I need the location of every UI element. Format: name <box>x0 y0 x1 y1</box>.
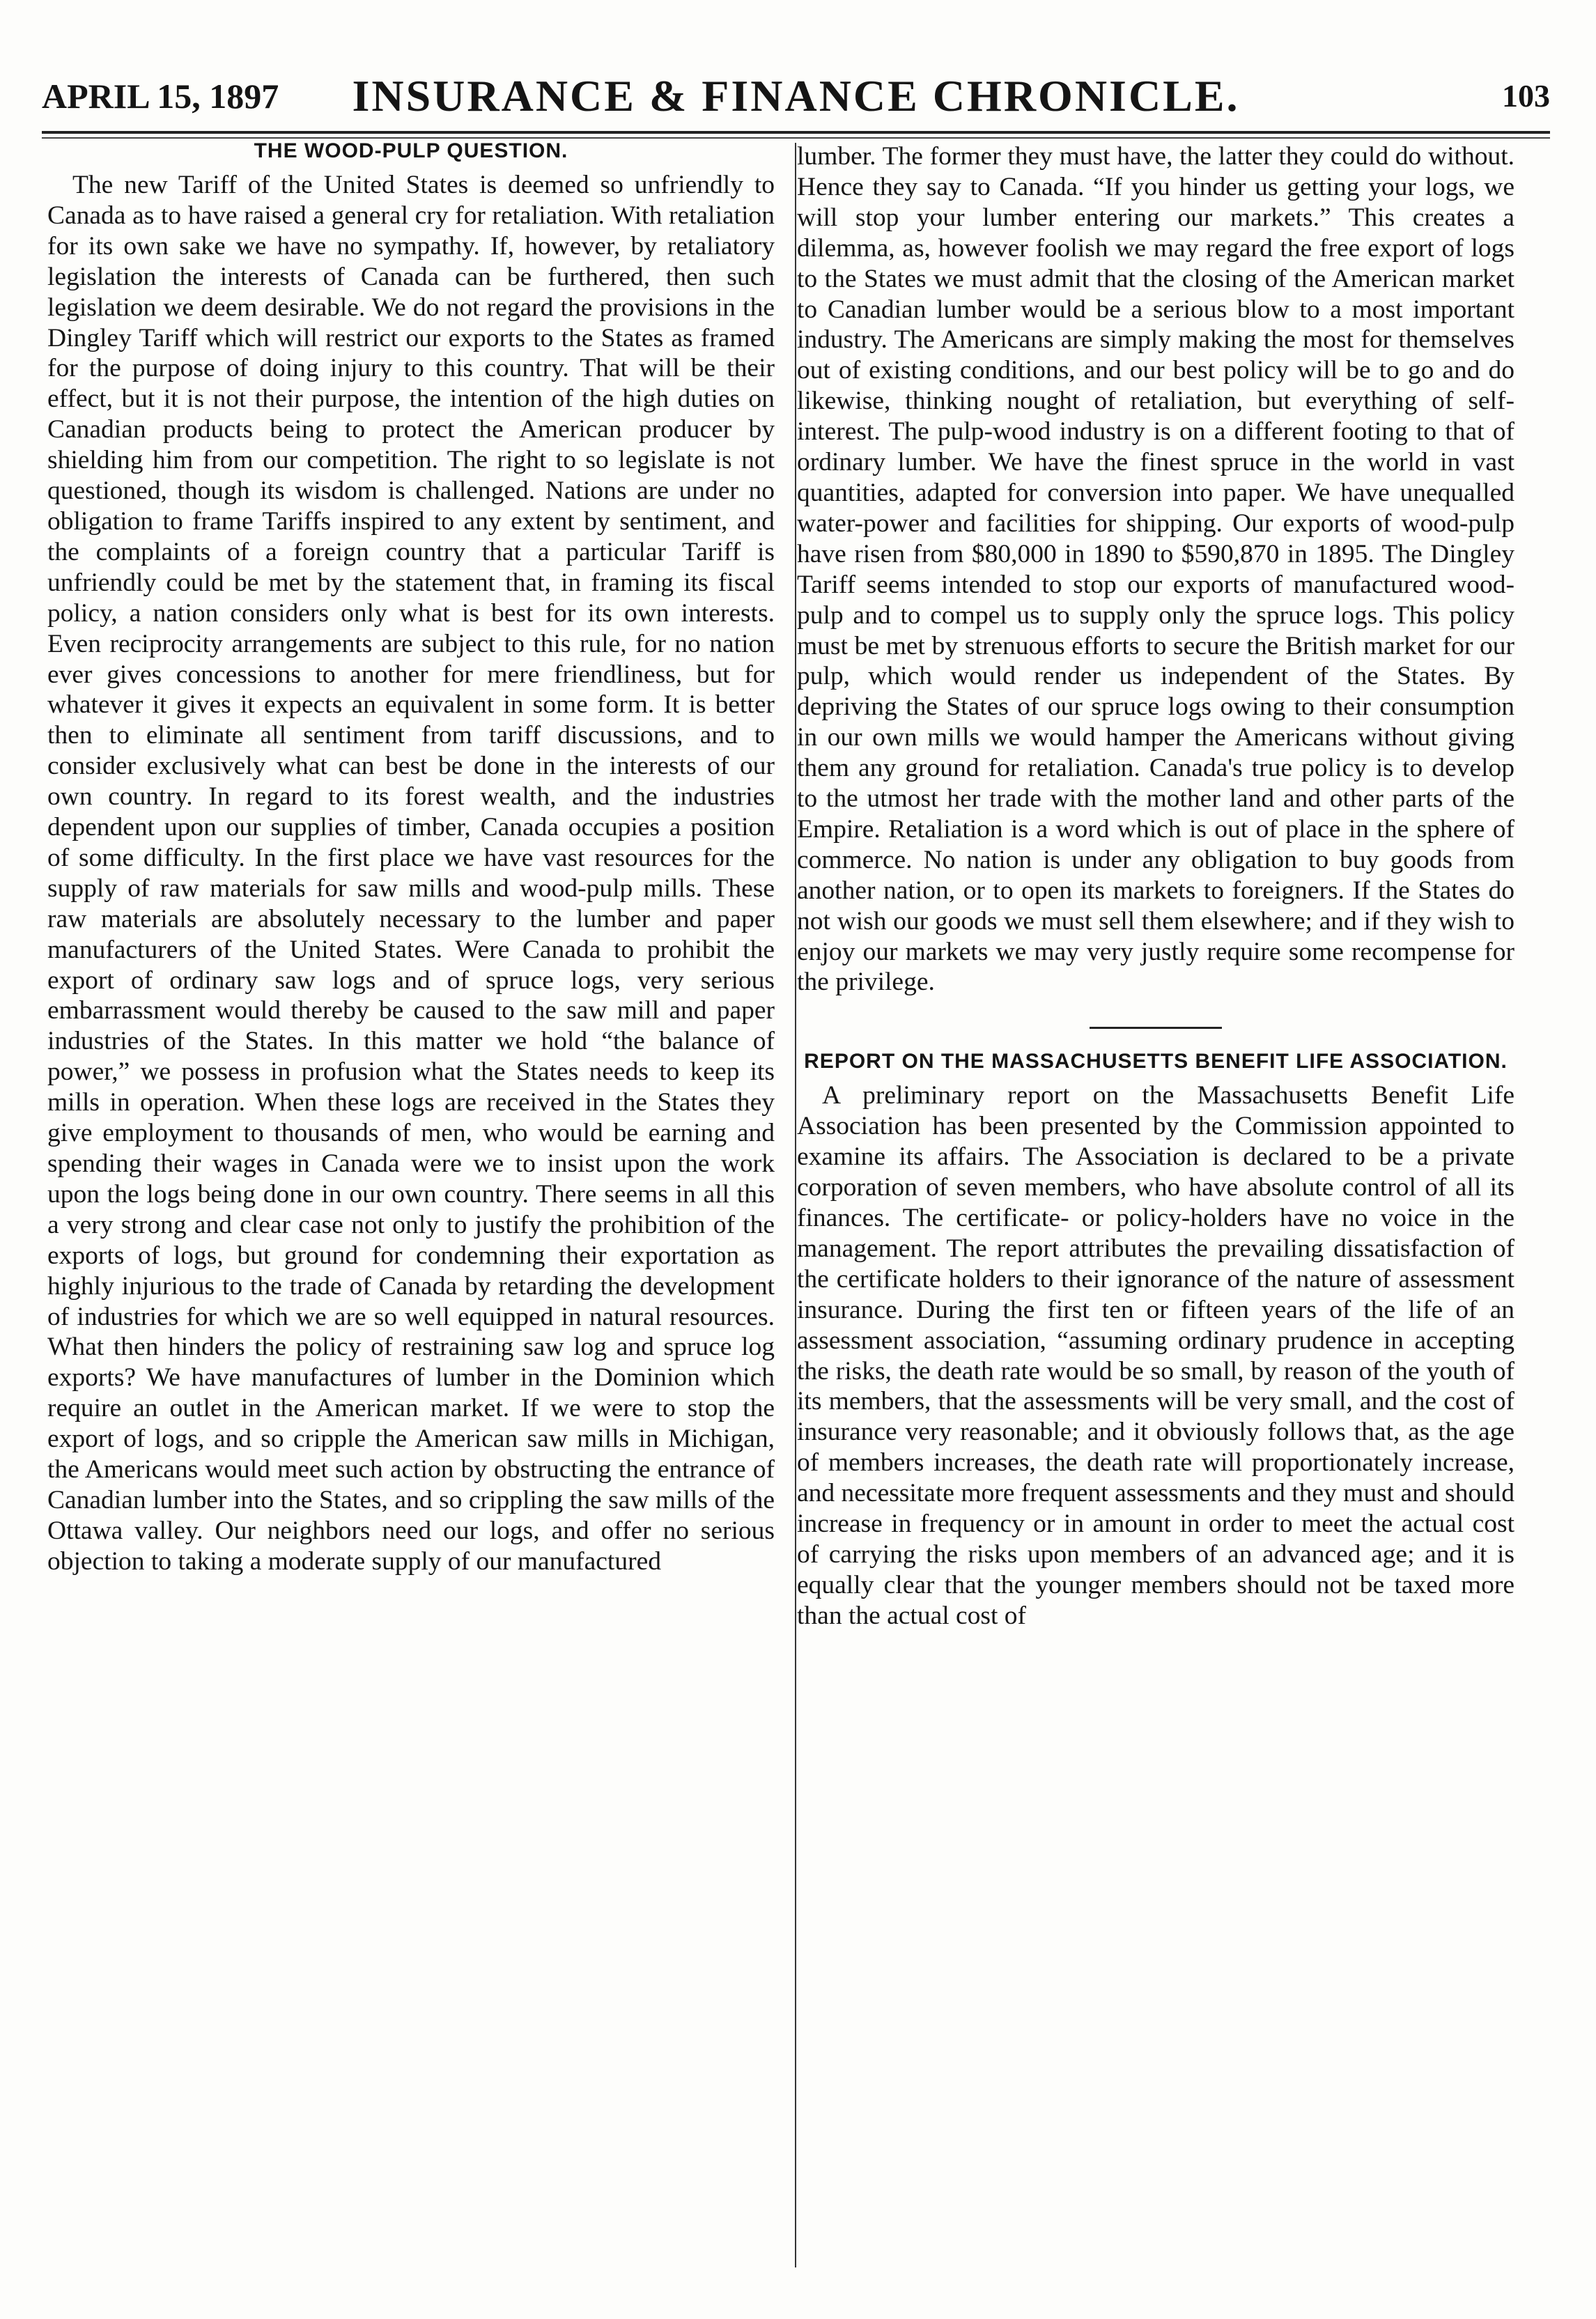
paragraph-text: A preliminary report on the Massachusetts Benefit Life Association has been presented by the Commission appointed to examine its affairs. The Association is declared to be a private corporation of seven members, who have absolute control of all its finances. The certificate- or policy-holders have no voice in the management. The report attributes the prevailing dissatisfaction of the certificate holders to their ignorance of the nature of assessment insurance. During the first ten or fifteen years of the life of an assessment association, “assuming ordinary prudence in accepting the risks, the death rate would be so small, by reason of the youth of its members, that the assessments will be very small, and the cost of insurance very reasonable; and it obviously follows that, as the age of members increases, the death rate will proportionately increase, and necessitate more frequent assessments and they must and should increase in frequency or in amount in order to meet the actual cost of carrying the risks upon members of an advanced age; and it is equally clear that the younger members should not be taxed more than the actual cost of <box>797 1081 1514 1630</box>
publication-title: INSURANCE & FINANCE CHRONICLE. <box>352 71 1240 121</box>
right-column <box>797 141 1514 1631</box>
header-rule-thin <box>42 137 1550 139</box>
page-number: 103 <box>1502 78 1550 114</box>
article-paragraph-continued: lumber. The former they must have, the latter they could do without. Hence they say to Canada. “If you hinder us getting your logs, we will stop your lumber entering our markets.” This creates a dilemma, as, however foolish we may regard the free export of logs to the States we must admit that the closing of the American market to Canadian lumber would be a serious blow to a most important industry. The Americans are simply making the most for themselves out of existing conditions, and our best policy will be to go and do likewise, thinking nought of retaliation, but everything of self-interest. The pulp-wood industry is on a different footing to that of ordinary lumber. We have the finest spruce in the world in vast quantities, adapted for conversion into paper. We have unequalled water-power and facilities for shipping. Our exports of wood-pulp have risen from $80,000 in 1890 to $590,870 in 1895. The Dingley Tariff seems intended to stop our exports of manufactured wood-pulp and to compel us to supply only the spruce logs. This policy must be met by strenuous efforts to secure the British market for our pulp, which would render us independent of the States. By depriving the States of our spruce logs owing to their consumption in our own mills we would hamper the Americans without giving them any ground for retaliation. Canada's true policy is to develop to the utmost her trade with the mother land and other parts of the Empire. Retaliation is a word which is out of place in the sphere of commerce. No nation is under any obligation to buy goods from another nation, or to open its markets to foreigners. If the States do not wish our goods we must sell them elsewhere; and if they wish to enjoy our markets we may very justly require some recompense for the privilege. <box>797 142 1514 997</box>
column-divider <box>795 143 796 2267</box>
article-title: REPORT ON THE MASSACHUSETTS BENEFIT LIFE ASSOCIATION. <box>804 1050 1508 1073</box>
issue-date: APRIL 15, 1897 <box>42 77 279 116</box>
header-rule <box>42 131 1550 134</box>
left-column <box>47 139 775 1577</box>
paragraph-text: The new Tariff of the United States is deemed so unfriendly to Canada as to have raised a general cry for retaliation. With retaliation for its own sake we have no sympathy. If, however, by retaliatory legislation the interests of Canada can be furthered, then such legislation we deem desirable. We do not regard the provisions in the Dingley Tariff which will restrict our exports to the States as framed for the purpose of doing injury to this country. That will be their effect, but it is not their purpose, the intention of the high duties on Canadian products being to protect the American producer by shielding him from our competition. The right to so legislate is not questioned, though its wisdom is challenged. Nations are under no obligation to frame Tariffs inspired to any extent by sentiment, and the complaints of a foreign country that a particular Tariff is unfriendly could be met by the statement that, in framing its fiscal policy, a nation considers only what is best for its own interests. Even reciprocity arrangements are subject to this rule, for no nation ever gives concessions to another for mere friendliness, but for whatever it gives it expects an equivalent in some form. It is better then to eliminate all sentiment from tariff discussions, and to consider exclusively what can best be done in the interests of our own country. In regard to its forest wealth, and the industries dependent upon our supplies of timber, Canada occupies a position of some difficulty. In the first place we have vast resources for the supply of raw materials for saw mills and wood-pulp mills. These raw materials are absolutely necessary to the lumber and paper manufacturers of the United States. Were Canada to prohibit the export of ordinary saw logs and of spruce logs, very serious embarrassment would thereby be caused to the saw mill and paper industries of the States. In this matter we hold “the balance of power,” we possess in profusion what the States needs to keep its mills in operation. When these logs are received in the States they give employment to thousands of men, who would be earning and spending their wages in Canada were we to insist upon the work upon the logs being done in our own country. There seems in all this a very strong and clear case not only to justify the prohibition of the exports of logs, but ground for condemning their exportation as highly injurious to the trade of Canada by retarding the development of industries for which we are so well equipped in natural resources. What then hinders the policy of restraining saw log and spruce log exports? We have manufactures of lumber in the Dominion which require an outlet in the American market. If we were to stop the export of logs, and so cripple the American saw mills in Michigan, the Americans would meet such action by obstructing the entrance of Canadian lumber into the States, and so crippling the saw mills of the Ottawa valley. Our neighbors need our logs, and offer no serious objection to taking a moderate supply of our manufactured <box>47 171 775 1576</box>
article-title: THE WOOD-PULP QUESTION. <box>254 139 568 162</box>
page-header <box>42 64 1550 128</box>
article-paragraph <box>47 170 775 1577</box>
section-divider <box>1090 1027 1222 1029</box>
article-paragraph <box>797 1080 1514 1631</box>
